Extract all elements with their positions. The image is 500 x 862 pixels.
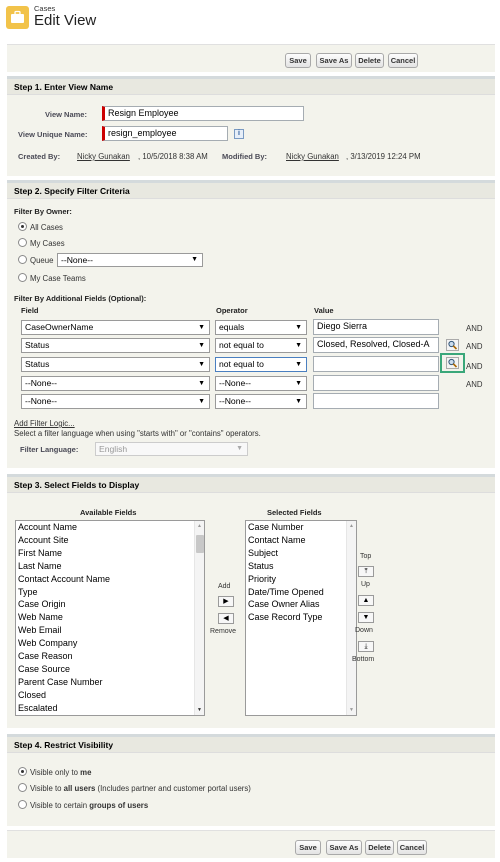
filter-operator-value: --None--	[219, 396, 251, 406]
col-operator-header: Operator	[216, 306, 248, 315]
save-as-button[interactable]: Save As	[316, 53, 352, 68]
add-button[interactable]	[218, 596, 234, 607]
owner-my-case-teams-label: My Case Teams	[30, 274, 86, 283]
step3-title: Step 3. Select Fields to Display	[7, 477, 495, 493]
save-as-button[interactable]: Save As	[326, 840, 362, 855]
visible-all-users-note: (Includes partner and customer portal users)	[95, 784, 251, 793]
add-filter-logic-link[interactable]: Add Filter Logic...	[14, 419, 75, 428]
info-icon[interactable]: i	[234, 129, 244, 139]
step1-section	[7, 76, 495, 176]
lookup-icon[interactable]	[446, 357, 459, 369]
col-value-header: Value	[314, 306, 334, 315]
step4-section	[7, 734, 495, 826]
created-by-label: Created By:	[18, 152, 61, 161]
view-name-input[interactable]: Resign Employee	[102, 106, 304, 121]
cases-icon	[6, 6, 29, 29]
delete-button[interactable]: Delete	[355, 53, 384, 68]
filter-operator-value: not equal to	[219, 359, 264, 369]
chevron-down-icon: ▼	[295, 380, 302, 387]
list-item[interactable]: Web Name	[18, 612, 63, 623]
scroll-up-icon[interactable]: ▲	[349, 523, 354, 529]
lookup-icon[interactable]	[446, 339, 459, 351]
queue-select-value: --None--	[61, 255, 93, 265]
list-item[interactable]: Account Site	[18, 534, 69, 545]
list-item[interactable]: Closed	[18, 689, 47, 700]
cancel-button[interactable]: Cancel	[388, 53, 418, 68]
list-item[interactable]: Last Name	[18, 560, 62, 571]
filter-field-select[interactable]	[21, 376, 210, 391]
filter-language-select[interactable]	[95, 442, 248, 456]
bottom-label: Bottom	[352, 656, 375, 663]
list-item[interactable]: Type	[18, 586, 38, 597]
chevron-down-icon: ▼	[295, 361, 302, 368]
modified-by-user-link[interactable]: Nicky Gunakan	[286, 152, 339, 161]
chevron-down-icon: ▼	[198, 380, 205, 387]
scroll-down-icon[interactable]: ▼	[349, 707, 354, 713]
filter-field-value: CaseOwnerName	[25, 322, 94, 332]
list-item[interactable]: Case Record Type	[248, 612, 323, 623]
top-button-bar	[7, 44, 495, 72]
step4-title: Step 4. Restrict Visibility	[7, 737, 495, 753]
chevron-down-icon: ▼	[198, 361, 205, 368]
filter-by-owner-label: Filter By Owner:	[14, 207, 72, 216]
owner-my-case-teams-radio[interactable]	[18, 273, 27, 282]
top-label: Top	[360, 553, 372, 560]
selected-fields-list[interactable]	[245, 520, 357, 716]
list-item[interactable]: Subject	[248, 547, 279, 558]
selected-fields-label: Selected Fields	[267, 508, 322, 517]
view-name-label: View Name:	[45, 110, 87, 119]
filter-value-input[interactable]: Diego Sierra	[313, 319, 439, 335]
visible-all-users-bold: all users	[63, 784, 96, 793]
filter-language-value: English	[99, 444, 128, 454]
filter-field-select[interactable]	[21, 338, 210, 353]
visible-only-me-bold: me	[80, 768, 92, 777]
add-label: Add	[218, 583, 231, 590]
save-button[interactable]: Save	[285, 53, 311, 68]
list-item[interactable]: Web Company	[18, 638, 78, 649]
visible-groups-text: Visible to certain	[30, 801, 90, 810]
visible-groups-label	[30, 801, 148, 810]
briefcase-icon	[6, 6, 29, 29]
filter-field-select[interactable]	[21, 394, 210, 409]
filter-and-label: AND	[466, 380, 483, 389]
step2-title: Step 2. Specify Filter Criteria	[7, 183, 495, 199]
list-item[interactable]: Parent Case Number	[18, 676, 103, 687]
list-item[interactable]: Priority	[248, 573, 277, 584]
owner-all-cases-radio[interactable]	[18, 222, 27, 231]
available-fields-list[interactable]	[15, 520, 205, 716]
list-item[interactable]: First Name	[18, 547, 63, 558]
visible-all-users-text: Visible to	[30, 784, 64, 793]
owner-queue-radio[interactable]	[18, 255, 27, 264]
filter-operator-value: equals	[219, 322, 245, 332]
down-label: Down	[355, 627, 373, 634]
list-item[interactable]: Case Origin	[18, 599, 66, 610]
arrow-up-icon: ▲	[362, 597, 370, 604]
arrow-down-icon: ▼	[362, 614, 370, 621]
owner-queue-label: Queue	[30, 256, 54, 265]
owner-my-cases-label: My Cases	[30, 239, 65, 248]
cancel-button[interactable]: Cancel	[397, 840, 427, 855]
save-button[interactable]: Save	[295, 840, 321, 855]
list-item[interactable]: Account Name	[18, 522, 78, 532]
filter-and-label: AND	[466, 362, 483, 371]
visible-all-users-radio[interactable]	[18, 783, 27, 792]
unique-name-label: View Unique Name:	[18, 130, 88, 139]
filter-operator-select[interactable]	[215, 320, 307, 335]
chevron-down-icon: ▼	[295, 398, 302, 405]
chevron-down-icon: ▼	[198, 324, 205, 331]
filter-language-label: Filter Language:	[20, 445, 79, 454]
owner-my-cases-radio[interactable]	[18, 238, 27, 247]
delete-button[interactable]: Delete	[365, 840, 394, 855]
filter-value-input[interactable]: Closed, Resolved, Closed-A	[313, 337, 439, 353]
created-by-user-link[interactable]: Nicky Gunakan	[77, 152, 130, 161]
move-down-button[interactable]	[358, 612, 374, 623]
filter-value-input[interactable]	[313, 375, 439, 391]
filter-field-value: Status	[25, 340, 50, 350]
chevron-down-icon: ▼	[295, 324, 302, 331]
scroll-down-icon[interactable]: ▼	[197, 707, 202, 713]
arrow-bottom-icon: ⤓	[364, 643, 368, 650]
filter-field-select[interactable]	[21, 320, 210, 335]
object-name: Cases	[34, 4, 56, 13]
unique-name-input[interactable]: resign_employee	[102, 126, 228, 141]
filter-operator-value: not equal to	[219, 340, 264, 350]
filter-field-value: --None--	[25, 396, 57, 406]
visible-groups-bold: groups of users	[89, 801, 149, 810]
available-scrollbar[interactable]	[194, 521, 204, 715]
remove-label: Remove	[210, 628, 237, 635]
arrow-left-icon: ◀	[223, 615, 229, 622]
col-field-header: Field	[21, 306, 39, 315]
filter-operator-select[interactable]	[215, 338, 307, 353]
created-by-date: , 10/5/2018 8:38 AM	[138, 152, 208, 161]
move-bottom-button[interactable]	[358, 641, 374, 652]
chevron-down-icon: ▼	[295, 342, 302, 349]
list-item[interactable]: Status	[248, 560, 274, 571]
visible-only-me-text: Visible only to	[30, 768, 81, 777]
filter-field-value: Status	[25, 359, 50, 369]
visible-only-me-radio[interactable]	[18, 767, 27, 776]
selected-scrollbar[interactable]	[346, 521, 356, 715]
visible-all-users-label	[30, 784, 251, 793]
filter-operator-select[interactable]	[215, 394, 307, 409]
filter-operator-select[interactable]	[215, 376, 307, 391]
remove-button[interactable]	[218, 613, 234, 624]
filter-language-note: Select a filter language when using "starts with" or "contains" operators.	[14, 429, 261, 438]
chevron-down-icon: ▼	[198, 398, 205, 405]
filter-value-input[interactable]	[313, 393, 439, 409]
filter-operator-select[interactable]	[215, 357, 307, 372]
filter-and-label: AND	[466, 342, 483, 351]
filter-field-value: --None--	[25, 378, 57, 388]
move-top-button[interactable]	[358, 566, 374, 577]
list-item[interactable]: Case Number	[248, 522, 304, 532]
filter-field-select[interactable]	[21, 357, 210, 372]
visible-groups-radio[interactable]	[18, 800, 27, 809]
step1-title: Step 1. Enter View Name	[7, 79, 495, 95]
page-title: Edit View	[34, 12, 97, 29]
list-item[interactable]: Case Owner Alias	[248, 599, 320, 610]
queue-select[interactable]	[57, 253, 203, 267]
available-fields-label: Available Fields	[80, 508, 137, 517]
list-item[interactable]: Contact Account Name	[18, 573, 111, 584]
list-item[interactable]: Date/Time Opened	[248, 586, 324, 597]
owner-all-cases-label: All Cases	[30, 223, 63, 232]
chevron-down-icon: ▼	[191, 256, 198, 263]
filter-value-input[interactable]	[313, 356, 439, 372]
list-item[interactable]: Case Reason	[18, 651, 73, 662]
arrow-right-icon: ▶	[223, 598, 229, 605]
visible-only-me-label	[30, 768, 91, 777]
chevron-down-icon: ▼	[198, 342, 205, 349]
filter-operator-value: --None--	[219, 378, 251, 388]
move-up-button[interactable]	[358, 595, 374, 606]
list-item[interactable]: Escalated	[18, 702, 58, 713]
up-label: Up	[361, 581, 370, 588]
scroll-up-icon[interactable]: ▲	[197, 523, 202, 529]
additional-fields-label: Filter By Additional Fields (Optional):	[14, 294, 147, 303]
arrow-top-icon: ⤒	[364, 568, 368, 575]
list-item[interactable]: Web Email	[18, 625, 62, 636]
list-item[interactable]: Contact Name	[248, 534, 306, 545]
chevron-down-icon: ▼	[236, 445, 243, 452]
modified-by-date: , 3/13/2019 12:24 PM	[346, 152, 421, 161]
list-item[interactable]: Case Source	[18, 663, 71, 674]
modified-by-label: Modified By:	[222, 152, 267, 161]
filter-and-label: AND	[466, 324, 483, 333]
scroll-thumb[interactable]	[196, 535, 204, 553]
